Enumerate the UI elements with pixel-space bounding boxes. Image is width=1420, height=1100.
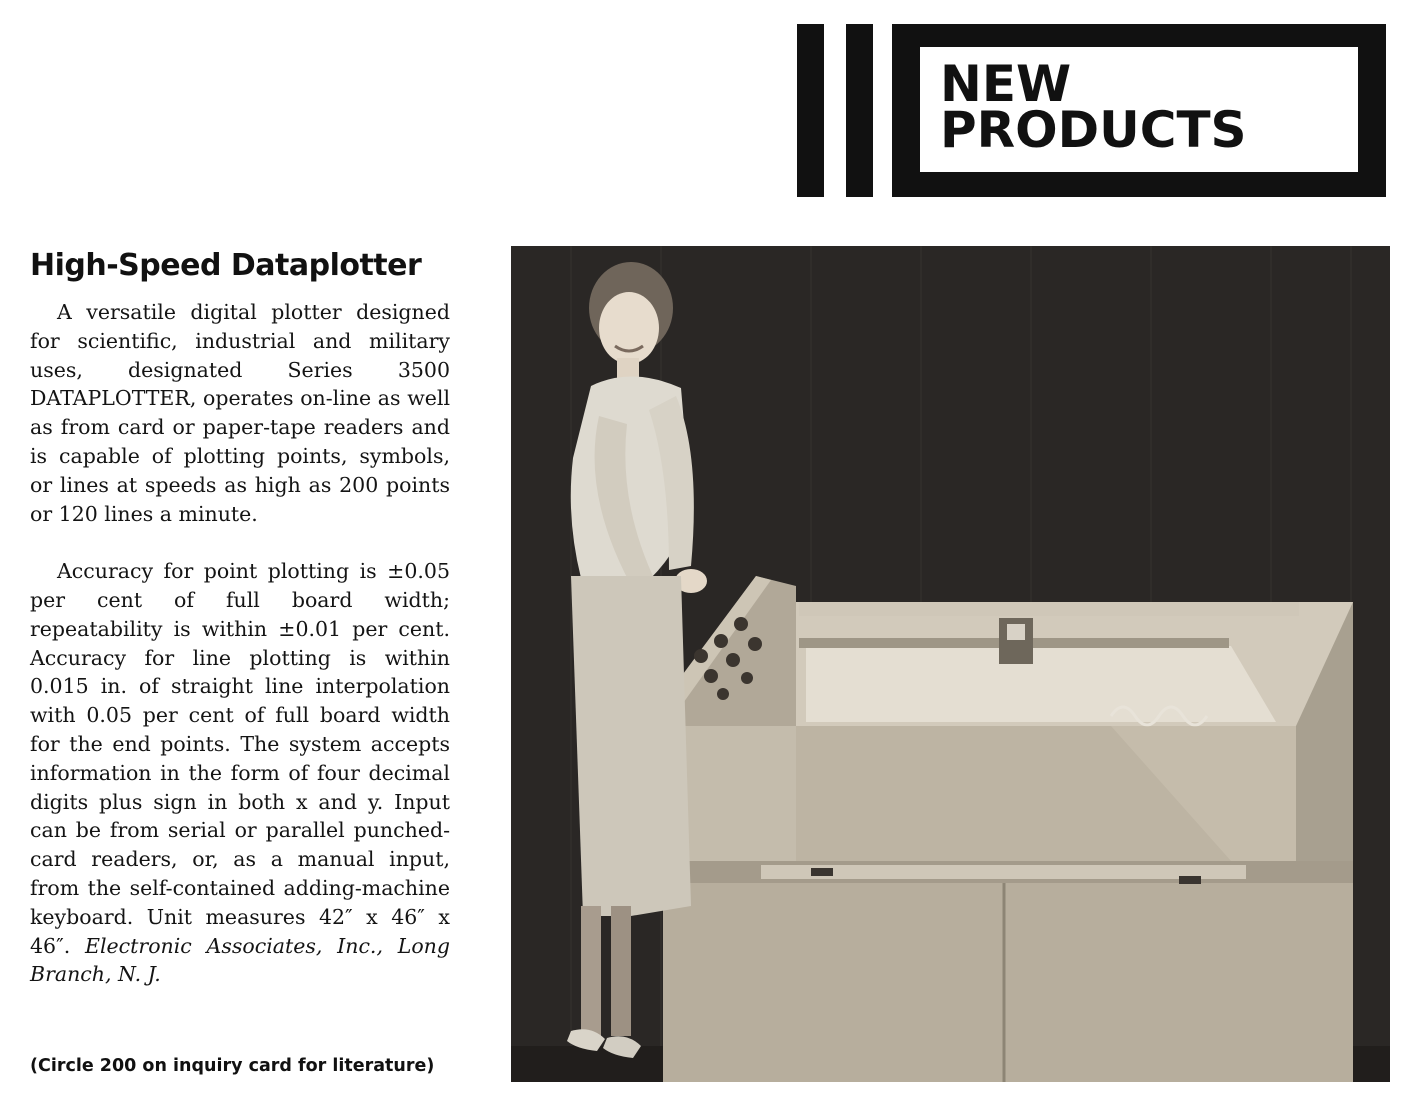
section-title-line1: NEW — [940, 55, 1072, 113]
section-title-line2: PRODUCTS — [940, 101, 1247, 159]
section-title-frame — [892, 24, 1386, 197]
article-body — [30, 298, 450, 989]
article-paragraph-2 — [30, 557, 450, 989]
masthead-bar-left — [797, 24, 824, 197]
dataplotter-photo-illustration — [511, 246, 1390, 1082]
article-headline: High-Speed Dataplotter — [30, 248, 422, 283]
product-photo — [511, 246, 1390, 1082]
masthead-bar-right — [846, 24, 873, 197]
manufacturer-credit: Electronic Associates, Inc., Long Branch, N. J. — [30, 933, 450, 987]
article-paragraph-1: A versatile digital plotter designed for scientific, industrial and military uses, designated Series 3500 DATAPLOTTER, operates on-line as well as from card or paper-tape readers and is capable of plotting points, symbols, or lines at speeds as high as 200 points or 120 lines a minute. — [30, 300, 450, 526]
article-paragraph-2-text: Accuracy for point plotting is ±0.05 per cent of full board width; repeatability is within ±0.01 per cent. Accuracy for line plotting is within 0.015 in. of straight line interpolation with 0.05 per cent of full board width for the end points. The system accepts information in the form of four decimal digits plus sign in both x and y. Input can be from serial or parallel punched-card readers, or, as a manual input, from the self-contained adding-machine keyboard. Unit measures 42″ x 46″ x 46″. — [30, 559, 450, 958]
section-title — [940, 55, 1247, 159]
inquiry-note: (Circle 200 on inquiry card for literature) — [30, 1056, 435, 1076]
section-title-box — [920, 47, 1358, 172]
